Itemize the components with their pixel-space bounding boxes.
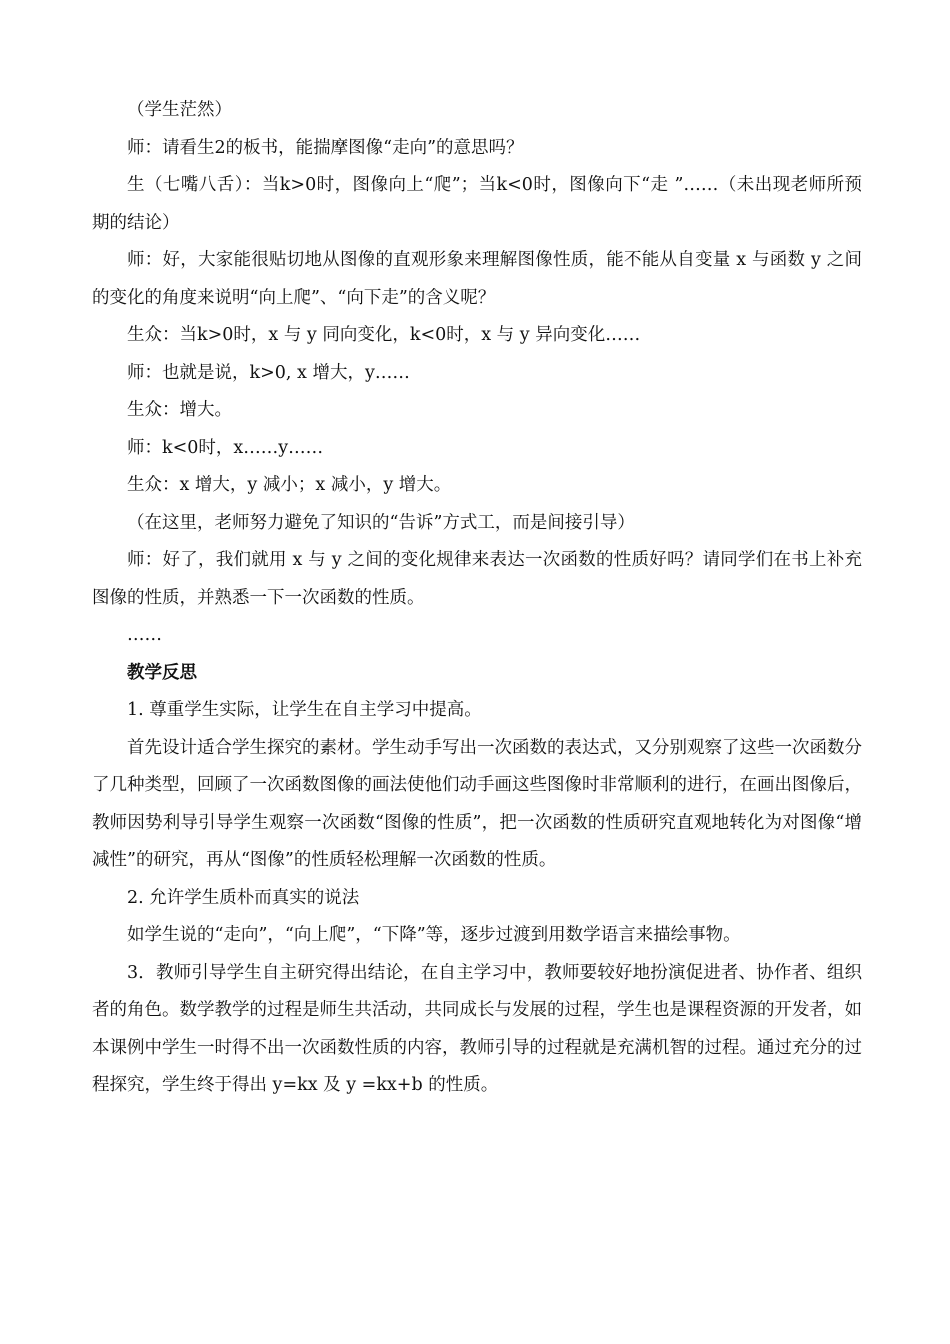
reflection-point-1: 1. 尊重学生实际，让学生在自主学习中提高。: [127, 700, 482, 720]
paragraph-teacher-summary: 师：好了，我们就用 x 与 y 之间的变化规律来表达一次函数的性质好吗？请同学们在书上补充图像的性质，并熟悉一下一次函数的性质。: [92, 550, 862, 608]
reflection-paragraph-1: 首先设计适合学生探究的素材。学生动手写出一次函数的表达式，又分别观察了这些一次函数分了几种类型，回顾了一次函数图像的画法使他们动手画这些图像时非常顺利的进行，在画出图像后，教师因势利导引导学生观察一次函数“图像的性质”，把一次函数的性质研究直观地转化为对图像“增减性”的研究，再从“图像”的性质轻松理解一次函数的性质。: [92, 737, 862, 870]
paragraph-teacher-question: 师：请看生2的板书，能揣摩图像“走向”的意思吗？: [127, 137, 524, 158]
paragraph-students-decrease: 生众：x 增大，y 减小；x 减小，y 增大。: [127, 475, 452, 495]
reflection-paragraph-3: 3．教师引导学生自主研究得出结论，在自主学习中，教师要较好地扮演促进者、协作者、组织者的角色。数学教学的过程是师生共活动，共同成长与发展的过程，学生也是课程资源的开发者，如本课例中学生一时得不出一次函数性质的内容，教师引导的过程就是充满机智的过程。通过充分的过程探究，学生终于得出 y=kx 及 y =kx+b 的性质。: [92, 962, 862, 1095]
paragraph-students-increase: 生众：增大。: [127, 400, 232, 420]
document-page: [92, 92, 862, 1105]
paragraph-student-confused: （学生茫然）: [127, 100, 232, 120]
reflection-paragraph-2: 如学生说的“走向”，“向上爬”，“下降”等，逐步过渡到用数学语言来描绘事物。: [127, 925, 741, 945]
paragraph-note: （在这里，老师努力避免了知识的“告诉”方式工，而是间接引导）: [127, 512, 635, 533]
paragraph-teacher-k-negative: 师：k<0时，x……y……: [127, 437, 324, 458]
section-title: 教学反思: [127, 662, 197, 683]
paragraph-students-reply: 生众：当k>0时，x 与 y 同向变化，k<0时，x 与 y 异向变化……: [127, 325, 641, 345]
paragraph-ellipsis: ……: [127, 625, 162, 645]
paragraph-student-answer: 生（七嘴八舌）：当k>0时，图像向上“爬”；当k<0时，图像向下“走 ”……（未出现老师所预期的结论）: [92, 175, 862, 233]
paragraph-teacher-prompt: 师：好，大家能很贴切地从图像的直观形象来理解图像性质，能不能从自变量 x 与函数 y 之间的变化的角度来说明“向上爬”、“向下走”的含义呢？: [92, 250, 862, 308]
paragraph-teacher-followup: 师：也就是说，k>0, x 增大，y……: [127, 362, 410, 383]
reflection-point-2: 2. 允许学生质朴而真实的说法: [127, 887, 360, 908]
